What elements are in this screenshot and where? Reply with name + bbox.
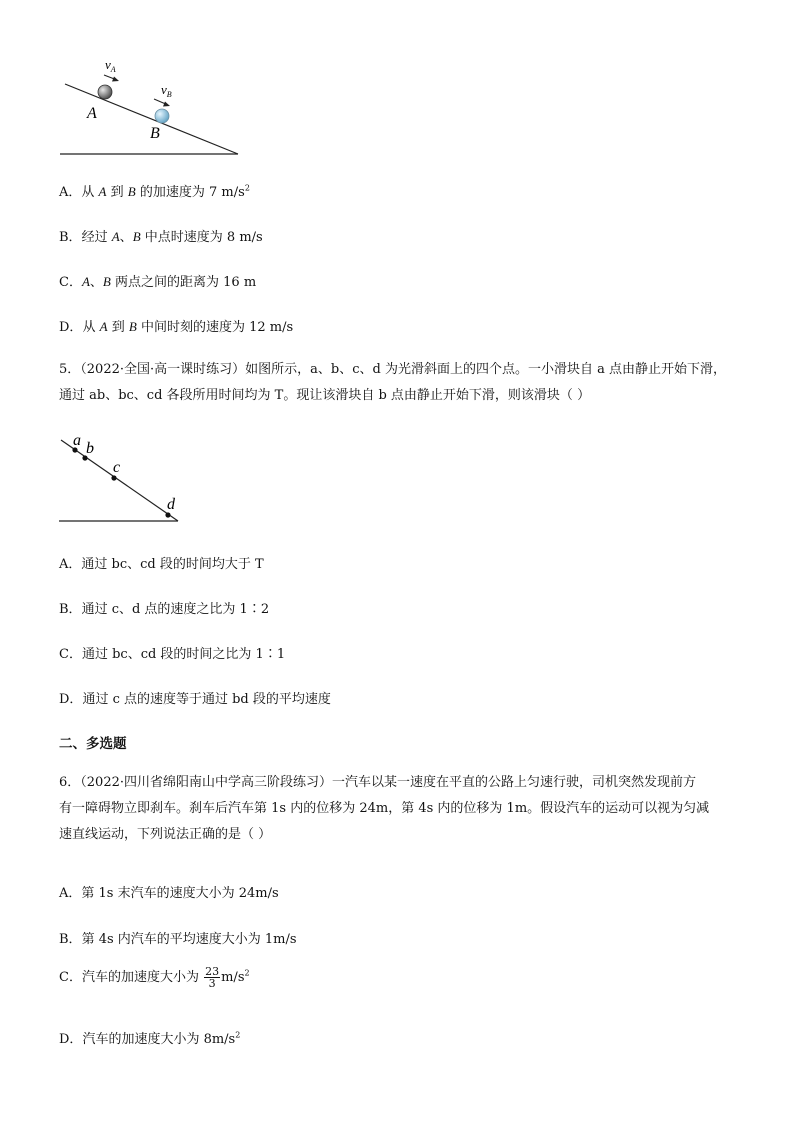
q4-option-c: C．A、B 两点之间的距离为 16 m xyxy=(59,274,257,290)
q5-option-d: D．通过 c 点的速度等于通过 bd 段的平均速度 xyxy=(59,692,331,707)
point-d xyxy=(165,512,170,517)
q5-line-2: 通过 ab、bc、cd 各段所用时间均为 T。现让该滑块自 b 点由静止开始下滑，则该滑块（ ） xyxy=(59,388,591,403)
q6-option-b: B．第 4s 内汽车的平均速度大小为 1m/s xyxy=(59,932,297,947)
q4-option-d: D．从 A 到 B 中间时刻的速度为 12 m/s xyxy=(59,319,294,335)
q6-option-d: D．汽车的加速度大小为 $8m/s^2$ xyxy=(59,1030,241,1047)
ball-a xyxy=(98,85,112,99)
q5-line-1: 5．（2022·全国·高一课时练习）如图所示，a、b、c、d 为光滑斜面上的四个点。一小滑块自 a 点由静止开始下滑， xyxy=(59,362,726,377)
q6-option-a: A．第 1s 末汽车的速度大小为 24m/s xyxy=(59,886,279,901)
section-title-multiple-choice: 二、多选题 xyxy=(59,736,127,752)
arrow-va-head xyxy=(112,77,119,82)
q5-option-c: C．通过 bc、cd 段的时间之比为 1∶1 xyxy=(59,647,286,662)
arrow-vb-head xyxy=(163,102,170,107)
label-point-a: A xyxy=(87,105,97,122)
q6-line-1: 6．（2022·四川省绵阳南山中学高三阶段练习）一汽车以某一速度在平直的公路上匀速行驶，司机突然发现前方 xyxy=(59,775,697,790)
fraction-23-over-3: $\frac{23}{3}$ xyxy=(205,965,220,990)
point-c xyxy=(111,475,116,480)
label-va: $v_A$ xyxy=(105,57,116,74)
q6-line-3: 速直线运动，下列说法正确的是（ ） xyxy=(59,827,272,842)
label-b: b xyxy=(86,440,94,457)
q5-option-b: B．通过 c、d 点的速度之比为 1∶2 xyxy=(59,602,270,617)
question-6 xyxy=(59,770,759,848)
label-point-b: B xyxy=(150,125,160,142)
label-d: d xyxy=(167,496,175,513)
label-a: a xyxy=(73,432,81,449)
label-c: c xyxy=(113,459,121,476)
q4-option-b: B．经过 A、B 中点时速度为 8 m/s xyxy=(59,229,263,245)
q6-line-2: 有一障碍物立即刹车。刹车后汽车第 1s 内的位移为 24m，第 4s 内的位移为 1m。假设汽车的运动可以视为匀减 xyxy=(59,801,710,816)
ball-b xyxy=(155,109,169,123)
label-vb: $v_B$ xyxy=(161,82,172,99)
q5-option-a: A．通过 bc、cd 段的时间均大于 T xyxy=(59,557,264,572)
q4-option-a: A．从 A 到 B 的加速度为 7 $m/s^2$ xyxy=(59,183,250,200)
question-5 xyxy=(59,357,759,409)
q6-option-c: C．汽车的加速度大小为 $\frac{23}{3}$ $m/s^2$ xyxy=(59,965,250,990)
figure-incline-abcd xyxy=(55,430,190,525)
figure-incline-ab xyxy=(55,55,245,160)
incline-line xyxy=(61,440,178,521)
